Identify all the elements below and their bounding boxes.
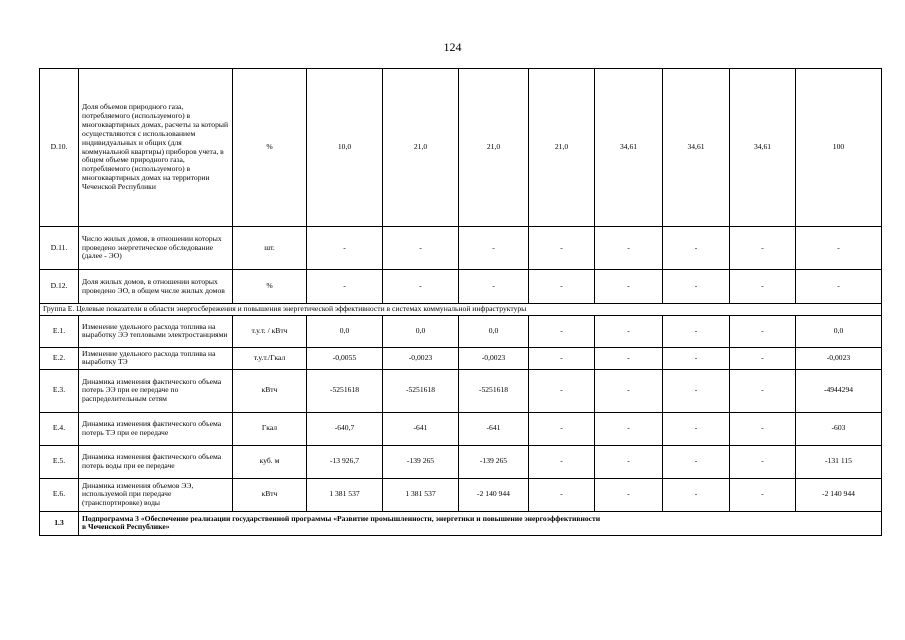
value-cell: -5251618	[383, 369, 459, 412]
indicator-name: Динамика изменения фактического объема потерь воды при ее передаче	[79, 445, 233, 478]
unit-cell: Гкал	[233, 412, 307, 445]
subprogram-title-line-2: в Чеченской Республике»	[82, 522, 170, 532]
value-cell: -2 140 944	[459, 478, 529, 511]
value-cell: -	[383, 227, 459, 270]
value-cell: -	[595, 347, 663, 369]
row-number: E.6.	[40, 478, 79, 511]
unit-cell: кВтч	[233, 369, 307, 412]
value-cell: 10,0	[307, 69, 383, 227]
value-cell: 34,61	[595, 69, 663, 227]
value-cell: 1 381 537	[383, 478, 459, 511]
value-cell: -	[529, 315, 595, 347]
value-cell: 21,0	[383, 69, 459, 227]
value-cell: -	[529, 412, 595, 445]
unit-cell: шт.	[233, 227, 307, 270]
table-row	[40, 227, 882, 270]
value-cell: -	[730, 227, 796, 270]
value-cell: -	[730, 369, 796, 412]
value-cell: -	[595, 270, 663, 304]
group-e-title: Группа Е. Целевые показатели в области энергосбережения и повышения энергетической эффективности в системах коммунальной инфраструктуры	[40, 304, 882, 316]
value-cell: -	[730, 445, 796, 478]
indicator-name: Число жилых домов, в отношении которых проведено энергетическое обследование (далее - ЭО)	[79, 227, 233, 270]
value-cell: -	[459, 227, 529, 270]
subprogram-title	[79, 511, 882, 535]
value-cell: -	[307, 270, 383, 304]
row-number: E.2.	[40, 347, 79, 369]
value-cell: 0,0	[383, 315, 459, 347]
unit-cell: кВтч	[233, 478, 307, 511]
value-cell: 34,61	[663, 69, 730, 227]
value-cell: -	[595, 412, 663, 445]
value-cell: -	[459, 270, 529, 304]
unit-cell: т.у.т. / кВтч	[233, 315, 307, 347]
value-cell: -	[529, 369, 595, 412]
value-cell: -131 115	[796, 445, 882, 478]
value-cell: 34,61	[730, 69, 796, 227]
value-cell: -	[529, 478, 595, 511]
group-header-row	[40, 304, 882, 316]
value-cell: -2 140 944	[796, 478, 882, 511]
value-cell: -	[595, 227, 663, 270]
value-cell: 21,0	[459, 69, 529, 227]
value-cell: -	[307, 227, 383, 270]
value-cell: -	[595, 445, 663, 478]
value-cell: -	[663, 478, 730, 511]
value-cell: 21,0	[529, 69, 595, 227]
value-cell: -5251618	[307, 369, 383, 412]
value-cell: 1 381 537	[307, 478, 383, 511]
value-cell: -	[663, 445, 730, 478]
value-cell: -0,0023	[796, 347, 882, 369]
value-cell: -0,0023	[383, 347, 459, 369]
unit-cell: куб. м	[233, 445, 307, 478]
unit-cell: т.у.т./Гкал	[233, 347, 307, 369]
value-cell: -	[663, 315, 730, 347]
value-cell: -	[595, 478, 663, 511]
value-cell: -	[796, 270, 882, 304]
value-cell: -	[595, 315, 663, 347]
row-number: E.3.	[40, 369, 79, 412]
table-row	[40, 347, 882, 369]
subprogram-number: 1.3	[40, 511, 79, 535]
table-row	[40, 412, 882, 445]
indicator-name: Доля объемов природного газа, потребляемого (используемого) в многоквартирных домах, расчеты за который осуществляются с использованием индивидуальных и общих (для коммунальной квартиры) приборов учета, в общем объеме природного газа, потребляемого (используемого) в многоквартирных домах на территории Чеченской Республики	[79, 69, 233, 227]
value-cell: -	[595, 369, 663, 412]
value-cell: -	[663, 347, 730, 369]
row-number: E.1.	[40, 315, 79, 347]
value-cell: -641	[383, 412, 459, 445]
table-row	[40, 478, 882, 511]
value-cell: 0,0	[459, 315, 529, 347]
table-row	[40, 270, 882, 304]
value-cell: -	[730, 478, 796, 511]
value-cell: -139 265	[459, 445, 529, 478]
table-row	[40, 69, 882, 227]
indicator-name: Изменение удельного расхода топлива на выработку ТЭ	[79, 347, 233, 369]
value-cell: -	[796, 227, 882, 270]
row-number: D.12.	[40, 270, 79, 304]
value-cell: -	[529, 227, 595, 270]
value-cell: -	[730, 270, 796, 304]
subprogram-title-line-1: Подпрограмма 3 «Обеспечение реализации государственной программы «Развитие промышленности, энергетики и повышение энергоэффективности	[82, 513, 601, 523]
value-cell: -	[663, 227, 730, 270]
table-row	[40, 369, 882, 412]
value-cell: -13 926,7	[307, 445, 383, 478]
value-cell: -641	[459, 412, 529, 445]
unit-cell: %	[233, 270, 307, 304]
indicators-table	[39, 68, 882, 536]
value-cell: -	[529, 347, 595, 369]
row-number: E.5.	[40, 445, 79, 478]
table-row	[40, 315, 882, 347]
value-cell: -	[730, 412, 796, 445]
indicator-name: Динамика изменения фактического объема потерь ТЭ при ее передаче	[79, 412, 233, 445]
value-cell: -5251618	[459, 369, 529, 412]
page-number: 124	[443, 40, 462, 54]
value-cell: -	[529, 445, 595, 478]
value-cell: -640,7	[307, 412, 383, 445]
value-cell: 0,0	[307, 315, 383, 347]
row-number: D.10.	[40, 69, 79, 227]
indicator-name: Доля жилых домов, в отношении которых проведено ЭО, в общем числе жилых домов	[79, 270, 233, 304]
indicator-name: Изменение удельного расхода топлива на выработку ЭЭ тепловыми электростанциями	[79, 315, 233, 347]
table-row	[40, 445, 882, 478]
indicator-name: Динамика изменения фактического объема потерь ЭЭ при ее передаче по распределительным сетям	[79, 369, 233, 412]
value-cell: -4944294	[796, 369, 882, 412]
value-cell: -	[663, 369, 730, 412]
unit-cell: %	[233, 69, 307, 227]
value-cell: 100	[796, 69, 882, 227]
value-cell: -0,0023	[459, 347, 529, 369]
value-cell: -	[730, 315, 796, 347]
value-cell: -603	[796, 412, 882, 445]
value-cell: -	[529, 270, 595, 304]
row-number: E.4.	[40, 412, 79, 445]
subprogram-row	[40, 511, 882, 535]
value-cell: -139 265	[383, 445, 459, 478]
value-cell: -	[663, 270, 730, 304]
value-cell: -	[730, 347, 796, 369]
value-cell: -	[383, 270, 459, 304]
indicator-name: Динамика изменения объемов ЭЭ, используемой при передаче (транспортировке) воды	[79, 478, 233, 511]
row-number: D.11.	[40, 227, 79, 270]
value-cell: -0,0055	[307, 347, 383, 369]
value-cell: -	[663, 412, 730, 445]
value-cell: 0,0	[796, 315, 882, 347]
